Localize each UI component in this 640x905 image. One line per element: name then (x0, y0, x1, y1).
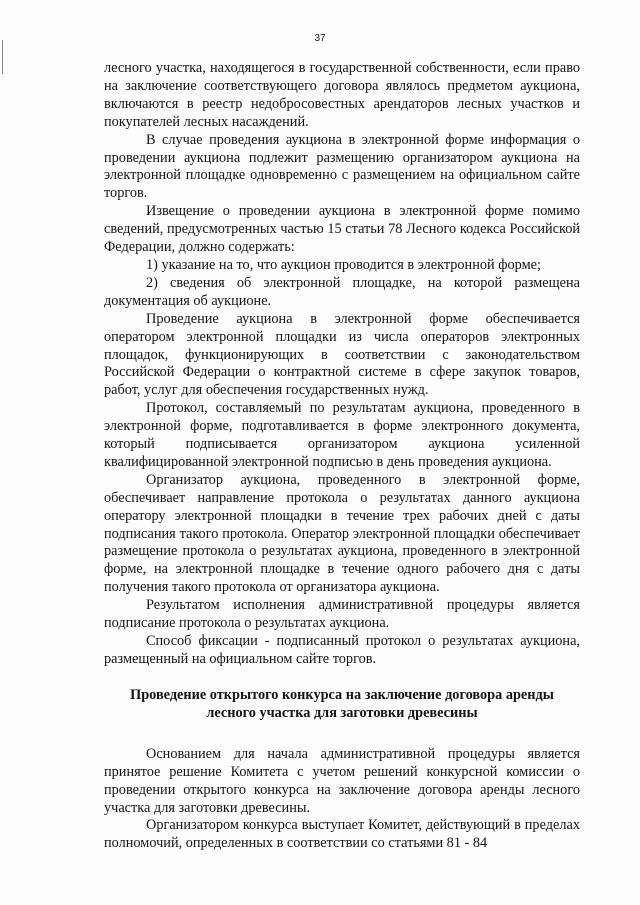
paragraph-9: Основанием для начала административной процедуры является принятое решение Комитета с учетом решений конкурсной комиссии о проведении открытого конкурса на заключение договора аренды лесного участка для заготовки древесины. (104, 745, 580, 816)
paragraph-10: Организатором конкурса выступает Комитет, действующий в пределах полномочий, определенных в соответствии со статьями 81 - 84 (104, 817, 580, 852)
section-heading-line-2: лесного участка для заготовки древесины (206, 704, 478, 721)
document-body (104, 60, 580, 853)
list-item-2: 2) сведения об электронной площадке, на которой размещена документация об аукционе. (104, 274, 580, 309)
paragraph-8: Способ фиксации - подписанный протокол о результатах аукциона, размещенный на официальном сайте торгов. (104, 633, 580, 667)
page-number: 37 (314, 33, 326, 44)
paragraph-7: Результатом исполнения административной процедуры является подписание протокола о результатах аукциона. (104, 597, 580, 632)
paragraph-5: Протокол, составляемый по результатам аукциона, проведенного в электронной форме, подготавливается в форме электронного документа, который подписывается организатором аукциона усиленной квалифицированной электронной подписью в день проведения аукциона. (104, 400, 580, 470)
paragraph-4: Проведение аукциона в электронной форме обеспечивается оператором электронной площадки из числа операторов электронных площадок, функционирующих в соответствии с законодательством Российской Федерации о контрактной системе в сфере закупок товаров, работ, услуг для обеспечения государственных нужд. (104, 310, 580, 399)
scan-edge-mark (2, 40, 3, 74)
paragraph-6: Организатор аукциона, проведенного в электронной форме, обеспечивает направление протокола о результатах данного аукциона оператору электронной площадки в течение трех рабочих дней с даты подписания такого протокола. Оператор электронной площадки обеспечивает размещение протокола о результатах аукциона, проведенного в электронной форме, на электронной площадке в течение одного рабочего дня с даты получения такого протокола от организатора аукциона. (104, 471, 580, 596)
section-heading-line-1: Проведение открытого конкурса на заключение договора аренды (130, 686, 554, 703)
paragraph-2: В случае проведения аукциона в электронной форме информация о проведении аукциона подлежит размещению организатором аукциона на электронной площадке одновременно с размещением на официальном сайте торгов. (104, 131, 580, 202)
paragraph-1: лесного участка, находящегося в государственной собственности, если право на заключение соответствующего договора являлось предметом аукциона, включаются в реестр недобросовестных арендаторов лесных участков и покупателей лесных насаждений. (104, 60, 580, 130)
paragraph-3: Извещение о проведении аукциона в электронной форме помимо сведений, предусмотренных частью 15 статьи 78 Лесного кодекса Российской Федерации, должно содержать: (104, 203, 580, 256)
list-item-1: 1) указание на то, что аукцион проводится в электронной форме; (146, 256, 541, 273)
section-heading (104, 686, 580, 722)
